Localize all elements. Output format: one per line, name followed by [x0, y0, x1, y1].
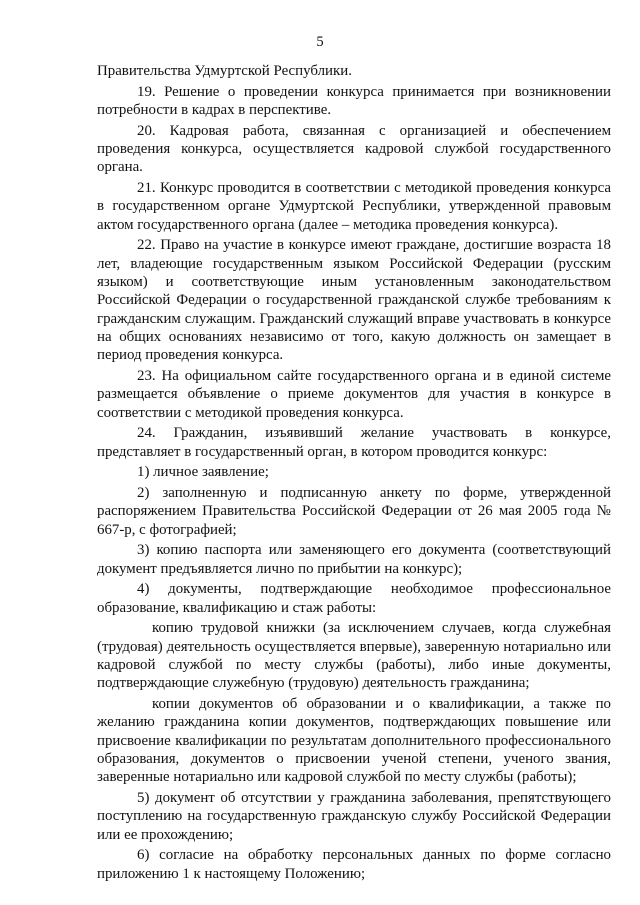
list-item-1: 1) личное заявление; [137, 464, 269, 481]
paragraph-21: 21. Конкурс проводится в соответствии с методикой проведения конкурса в государственном органе Удмуртской Республики, утвержденной правовым актом государственного органа (далее – методика проведения конкурса). [97, 179, 611, 233]
page-number: 5 [316, 34, 324, 50]
paragraph-22: 22. Право на участие в конкурсе имеют граждане, достигшие возраста 18 лет, владеющие государственным языком Российской Федерации (русским языком) и соответствующие иным установленным законодательством Российской Федерации о государственной гражданской службе требованиям к гражданским служащим. Гражданский служащий вправе участвовать в конкурсе на общих основаниях независимо от того, какую должность он замещает в период проведения конкурса. [97, 237, 611, 364]
list-subitem-work-book: копию трудовой книжки (за исключением случаев, когда служебная (трудовая) деятельность осуществляется впервые), заверенную нотариально или кадровой службой по месту службы (работы), либо иные документы, подтверждающие служебную (трудовую) деятельность гражданина; [97, 620, 611, 692]
list-subitem-education: копии документов об образовании и о квалификации, а также по желанию гражданина копии документов, подтверждающих повышение или присвоение квалификации по результатам дополнительного профессионального образования, документов о присвоении ученой степени, ученого звания, заверенные нотариально или кадровой службой по месту службы (работы); [97, 695, 611, 786]
paragraph-20: 20. Кадровая работа, связанная с организацией и обеспечением проведения конкурса, осуществляется кадровой службой государственного органа. [97, 122, 611, 176]
list-item-4: 4) документы, подтверждающие необходимое профессиональное образование, квалификацию и стаж работы: [97, 581, 611, 616]
paragraph-23: 23. На официальном сайте государственного органа и в единой системе размещается объявление о приеме документов для участия в конкурсе в соответствии с методикой проведения конкурса. [97, 367, 611, 421]
paragraph-24: 24. Гражданин, изъявивший желание участвовать в конкурсе, представляет в государственный орган, в котором проводится конкурс: [97, 425, 611, 460]
document-body [97, 62, 611, 885]
paragraph-19: 19. Решение о проведении конкурса принимается при возникновении потребности в кадрах в перспективе. [97, 83, 611, 118]
list-item-6: 6) согласие на обработку персональных данных по форме согласно приложению 1 к настоящему Положению; [97, 847, 611, 882]
list-item-3: 3) копию паспорта или заменяющего его документа (соответствующий документ предъявляется лично по прибытии на конкурс); [97, 542, 611, 577]
list-item-5: 5) документ об отсутствии у гражданина заболевания, препятствующего поступлению на государственную гражданскую службу Российской Федерации или ее прохождению; [97, 789, 611, 843]
paragraph-continuation: Правительства Удмуртской Республики. [97, 63, 352, 79]
list-item-2: 2) заполненную и подписанную анкету по форме, утвержденной распоряжением Правительства Российской Федерации от 26 мая 2005 года № 667-р, с фотографией; [97, 484, 611, 538]
